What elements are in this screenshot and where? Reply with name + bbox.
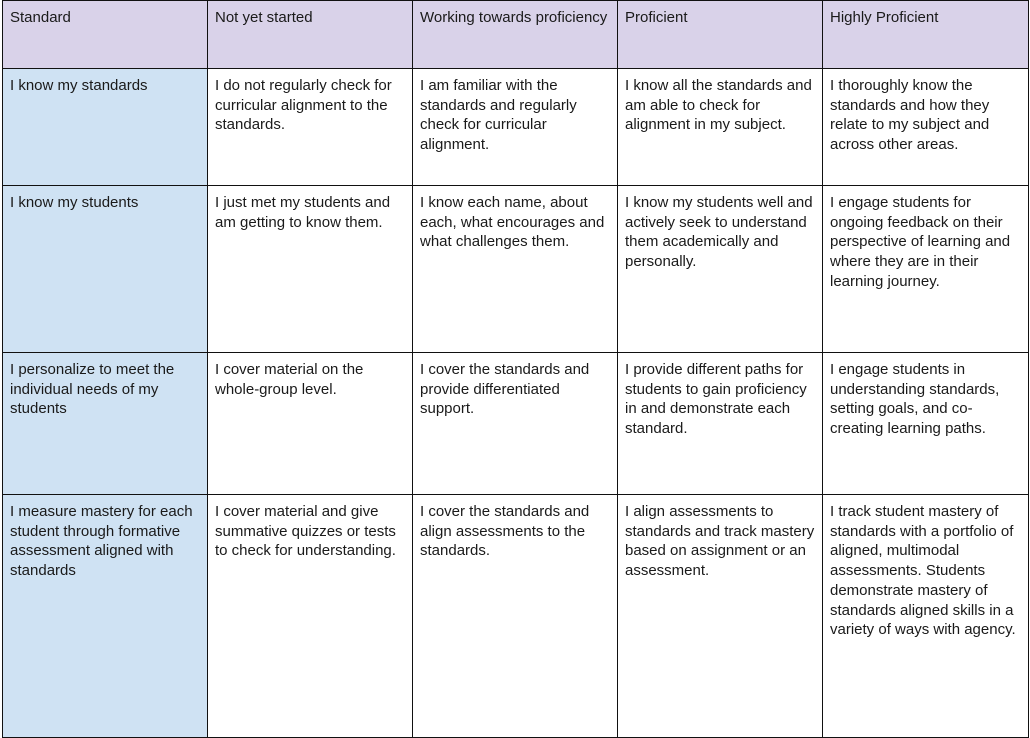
standard-cell: I personalize to meet the individual needs of my students	[3, 353, 208, 495]
proficient-cell: I know all the standards and am able to check for alignment in my subject.	[618, 69, 823, 186]
proficient-cell: I align assessments to standards and track mastery based on assignment or an assessment.	[618, 495, 823, 738]
highly-proficient-cell: I engage students for ongoing feedback on their perspective of learning and where they are in their learning journey.	[823, 186, 1029, 353]
table-row	[3, 495, 1029, 738]
not-yet-started-cell: I do not regularly check for curricular alignment to the standards.	[208, 69, 413, 186]
table-row	[3, 353, 1029, 495]
proficient-cell: I provide different paths for students to gain proficiency in and demonstrate each standard.	[618, 353, 823, 495]
rubric-body	[3, 69, 1029, 738]
table-row	[3, 186, 1029, 353]
header-working-towards-proficiency: Working towards proficiency	[413, 1, 618, 69]
proficient-cell: I know my students well and actively seek to understand them academically and personally.	[618, 186, 823, 353]
not-yet-started-cell: I cover material and give summative quizzes or tests to check for understanding.	[208, 495, 413, 738]
header-proficient: Proficient	[618, 1, 823, 69]
header-standard: Standard	[3, 1, 208, 69]
highly-proficient-cell: I track student mastery of standards with a portfolio of aligned, multimodal assessments. Students demonstrate mastery of standards aligned skills in a variety of ways with agency.	[823, 495, 1029, 738]
rubric-header	[3, 1, 1029, 69]
not-yet-started-cell: I cover material on the whole-group level.	[208, 353, 413, 495]
working-towards-cell: I cover the standards and align assessments to the standards.	[413, 495, 618, 738]
rubric-table	[2, 0, 1029, 738]
working-towards-cell: I am familiar with the standards and regularly check for curricular alignment.	[413, 69, 618, 186]
not-yet-started-cell: I just met my students and am getting to know them.	[208, 186, 413, 353]
header-not-yet-started: Not yet started	[208, 1, 413, 69]
standard-cell: I know my standards	[3, 69, 208, 186]
header-row	[3, 1, 1029, 69]
standard-cell: I know my students	[3, 186, 208, 353]
header-highly-proficient: Highly Proficient	[823, 1, 1029, 69]
working-towards-cell: I cover the standards and provide differentiated support.	[413, 353, 618, 495]
standard-cell: I measure mastery for each student through formative assessment aligned with standards	[3, 495, 208, 738]
working-towards-cell: I know each name, about each, what encourages and what challenges them.	[413, 186, 618, 353]
table-row	[3, 69, 1029, 186]
highly-proficient-cell: I engage students in understanding standards, setting goals, and co-creating learning paths.	[823, 353, 1029, 495]
highly-proficient-cell: I thoroughly know the standards and how they relate to my subject and across other areas.	[823, 69, 1029, 186]
